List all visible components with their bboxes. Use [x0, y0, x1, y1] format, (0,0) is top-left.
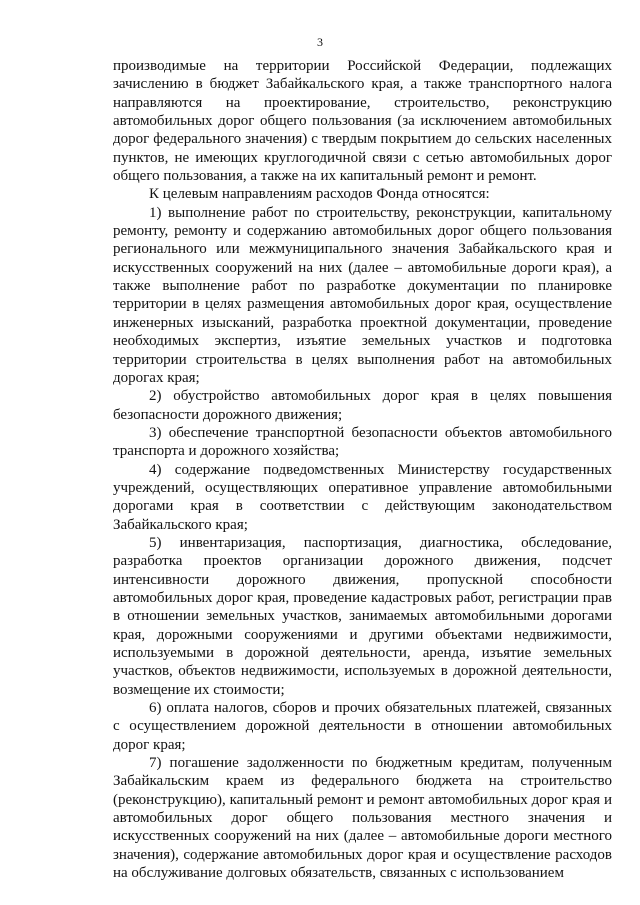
paragraph-item-6: 6) оплата налогов, сборов и прочих обязательных платежей, связанных с осуществлением дорожной деятельности в отношении автомобильных дорог края;	[113, 700, 612, 753]
paragraph-item-7: 7) погашение задолженности по бюджетным кредитам, полученным Забайкальским краем из федерального бюджета на строительство (реконструкцию), капитальный ремонт и ремонт автомобильных дорог края и автомобильных дорог общего пользования местного значения и искусственных сооружений на них (далее – автомобильные дороги местного значения), содержание автомобильных дорог края и осуществление расходов на обслуживание долговых обязательств, связанных с использованием	[113, 755, 612, 882]
page-number: 3	[317, 35, 323, 49]
document-body	[113, 57, 612, 882]
paragraph-continuation: производимые на территории Российской Федерации, подлежащих зачислению в бюджет Забайкальского края, а также транспортного налога направляются на проектирование, строительство, реконструкцию автомобильных дорог общего пользования (за исключением автомобильных дорог федерального значения) с твердым покрытием до сельских населенных пунктов, не имеющих круглогодичной связи с сетью автомобильных дорог общего пользования, а также на их капитальный ремонт и ремонт.	[113, 58, 612, 185]
paragraph-fund-directions-intro: К целевым направлениям расходов Фонда относятся:	[149, 186, 490, 203]
paragraph-item-4: 4) содержание подведомственных Министерству государственных учреждений, осуществляющих оперативное управление автомобильными дорогами края в соответствии с действующим законодательством Забайкальского края;	[113, 461, 612, 533]
paragraph-item-2: 2) обустройство автомобильных дорог края в целях повышения безопасности дорожного движения;	[113, 388, 612, 423]
paragraph-item-1: 1) выполнение работ по строительству, реконструкции, капитальному ремонту, ремонту и содержанию автомобильных дорог общего пользования регионального или межмуниципального значения Забайкальского края и искусственных сооружений на них (далее – автомобильные дороги края), а также выполнение работ по разработке документации по планировке территории в целях размещения автомобильных дорог края, осуществление инженерных изысканий, разработка проектной документации, проведение необходимых экспертиз, изъятие земельных участков и подготовка территории строительства в целях выполнения работ на автомобильных дорогах края;	[113, 204, 612, 386]
paragraph-item-3: 3) обеспечение транспортной безопасности объектов автомобильного транспорта и дорожного хозяйства;	[113, 424, 612, 460]
paragraph-item-5: 5) инвентаризация, паспортизация, диагностика, обследование, разработка проектов организации дорожного движения, подсчет интенсивности дорожного движения, пропускной способности автомобильных дорог края, проведение кадастровых работ, регистрации прав в отношении земельных участков, занимаемых автомобильными дорогами края, дорожными сооружениями и другими объектами недвижимости, используемыми в дорожной деятельности, аренда, изъятие земельных участков, объектов недвижимости, используемых в дорожной деятельности, возмещение их стоимости;	[113, 534, 612, 698]
